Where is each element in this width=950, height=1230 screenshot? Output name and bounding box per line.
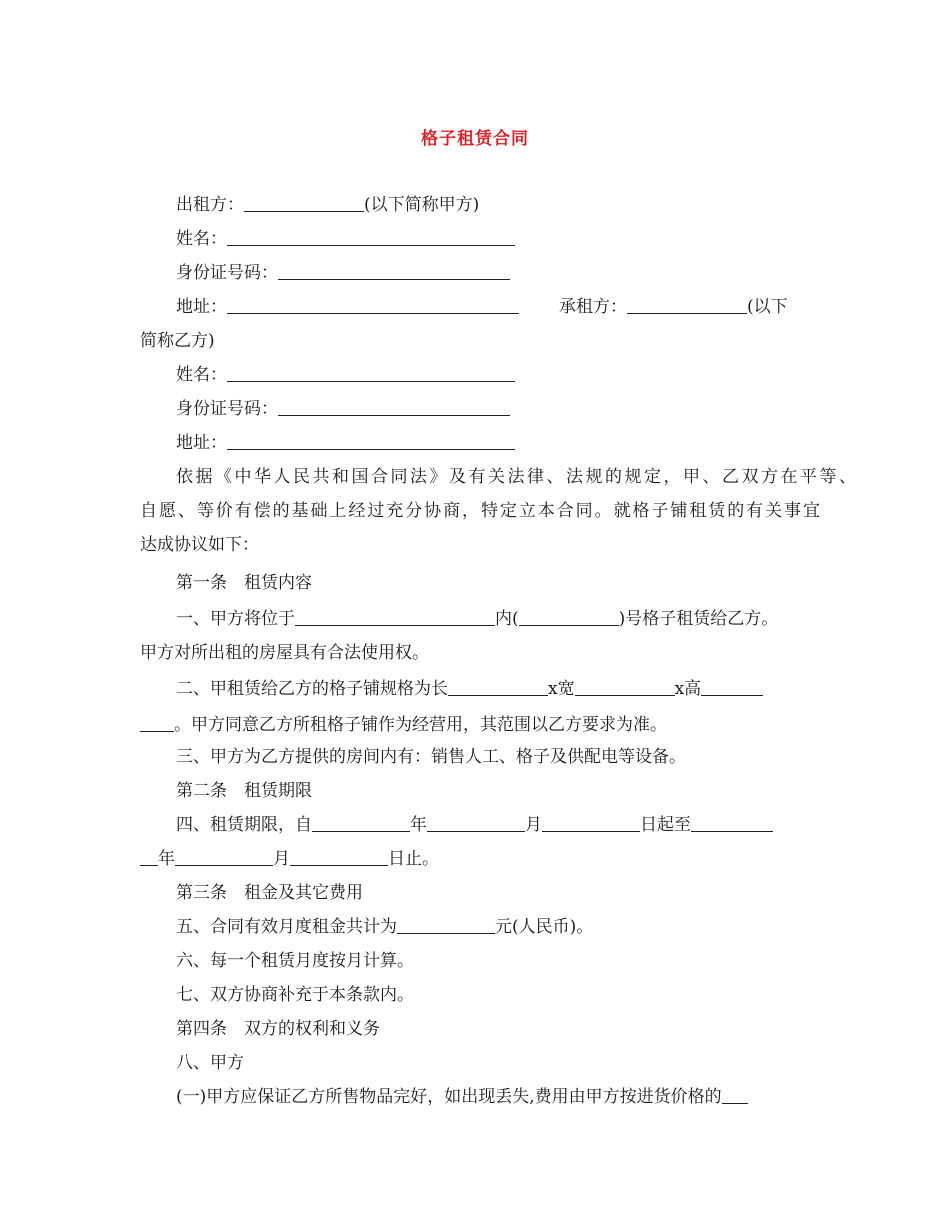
item-3-line: 三、甲方为乙方提供的房间内有：销售人工、格子及供配电等设备。 bbox=[176, 747, 686, 767]
start-year-blank[interactable] bbox=[312, 811, 410, 832]
party-b-id-blank[interactable] bbox=[278, 395, 510, 416]
party-b-name-label: 姓名： bbox=[176, 365, 227, 385]
item-7-line: 七、双方协商补充于本条款内。 bbox=[176, 985, 414, 1005]
item-4-text-a: 四、租赁期限，自 bbox=[176, 815, 312, 835]
article-2-heading: 第二条 租赁期限 bbox=[176, 781, 312, 801]
item-2-text-c: x高 bbox=[674, 679, 702, 699]
clause-1-line bbox=[140, 1080, 856, 1114]
article-4-heading: 第四条 双方的权利和义务 bbox=[176, 1019, 380, 1039]
party-b-address-label: 地址： bbox=[176, 433, 227, 453]
document-title: 格子租赁合同 bbox=[421, 129, 529, 149]
item-4-text-e: 年 bbox=[158, 849, 175, 869]
party-a-blank[interactable] bbox=[244, 191, 364, 212]
article-3-heading: 第三条 租金及其它费用 bbox=[176, 883, 363, 903]
party-a-name-line bbox=[140, 222, 856, 256]
item-1-number-blank[interactable] bbox=[519, 605, 619, 626]
item-4-text-c: 月 bbox=[525, 815, 542, 835]
item-4-line bbox=[140, 808, 856, 842]
party-b-id-line bbox=[140, 392, 856, 426]
item-1-text-b: 内( bbox=[495, 609, 519, 629]
item-1-line-2: 甲方对所出租的房屋具有合法使用权。 bbox=[140, 643, 429, 663]
item-4-line-2 bbox=[140, 842, 820, 876]
end-day-blank[interactable] bbox=[290, 845, 388, 866]
item-2-text-a: 二、甲租赁给乙方的格子铺规格为长 bbox=[176, 679, 448, 699]
end-year-blank-cont[interactable] bbox=[140, 845, 158, 866]
party-a-address-blank[interactable] bbox=[227, 293, 519, 314]
party-b-name-blank[interactable] bbox=[227, 361, 515, 382]
party-b-address-line bbox=[140, 426, 856, 460]
clause-1-blank[interactable] bbox=[722, 1083, 748, 1104]
item-1-location-blank[interactable] bbox=[295, 605, 495, 626]
item-4-text-d: 日起至 bbox=[640, 815, 691, 835]
clause-1-text: (一)甲方应保证乙方所售物品完好，如出现丢失,费用由甲方按进货价格的 bbox=[176, 1087, 722, 1107]
item-5-text-a: 五、合同有效月度租金共计为 bbox=[176, 917, 397, 937]
item-2-length-blank[interactable] bbox=[448, 675, 548, 696]
intro-line-2: 自愿、等价有偿的基础上经过充分协商，特定立本合同。就格子铺租赁的有关事宜 bbox=[140, 501, 820, 521]
party-b-suffix-2: 简称乙方) bbox=[140, 331, 215, 351]
party-a-name-blank[interactable] bbox=[227, 225, 515, 246]
end-month-blank[interactable] bbox=[175, 845, 273, 866]
party-b-suffix-1: (以下 bbox=[747, 297, 788, 317]
item-2-text-b: x宽 bbox=[548, 679, 575, 699]
party-a-address-line bbox=[140, 290, 856, 324]
intro-line-3: 达成协议如下： bbox=[140, 535, 259, 555]
party-b-label: 承租方： bbox=[559, 297, 627, 317]
article-1-heading: 第一条 租赁内容 bbox=[176, 573, 312, 593]
item-4-text-b: 年 bbox=[410, 815, 427, 835]
party-b-name-line bbox=[140, 358, 856, 392]
party-b-address-blank[interactable] bbox=[227, 429, 515, 450]
item-1-text-a: 一、甲方将位于 bbox=[176, 609, 295, 629]
party-b-blank[interactable] bbox=[627, 293, 747, 314]
monthly-rent-blank[interactable] bbox=[397, 913, 495, 934]
party-b-id-label: 身份证号码： bbox=[176, 399, 278, 419]
party-a-suffix: (以下简称甲方) bbox=[364, 195, 480, 215]
item-6-line: 六、每一个租赁月度按月计算。 bbox=[176, 951, 414, 971]
item-2-text-d: 。甲方同意乙方所租格子铺作为经营用，其范围以乙方要求为准。 bbox=[174, 715, 667, 735]
item-1-text-c: )号格子租赁给乙方。 bbox=[618, 609, 779, 629]
party-a-address-label: 地址： bbox=[176, 297, 227, 317]
intro-line-1: 依据《中华人民共和国合同法》及有关法律、法规的规定，甲、乙双方在平等、 bbox=[176, 467, 856, 487]
item-2-line-2 bbox=[140, 708, 820, 742]
item-2-height-blank[interactable] bbox=[701, 675, 763, 696]
item-2-width-blank[interactable] bbox=[575, 675, 675, 696]
item-5-line bbox=[140, 910, 856, 944]
party-a-label: 出租方： bbox=[176, 195, 244, 215]
item-1-line bbox=[140, 602, 856, 636]
item-2-line bbox=[140, 672, 856, 706]
start-month-blank[interactable] bbox=[427, 811, 525, 832]
item-8-line: 八、甲方 bbox=[176, 1053, 244, 1073]
party-a-id-blank[interactable] bbox=[278, 259, 510, 280]
party-b-suffix-line bbox=[140, 324, 820, 358]
item-2-height-blank-cont[interactable] bbox=[140, 711, 174, 732]
party-a-id-label: 身份证号码： bbox=[176, 263, 278, 283]
start-day-blank[interactable] bbox=[542, 811, 640, 832]
party-a-id-line bbox=[140, 256, 856, 290]
party-a-name-label: 姓名： bbox=[176, 229, 227, 249]
end-year-blank[interactable] bbox=[691, 811, 773, 832]
item-4-text-f: 月 bbox=[273, 849, 290, 869]
party-a-line bbox=[140, 188, 856, 222]
item-4-text-g: 日止。 bbox=[388, 849, 439, 869]
item-5-text-b: 元(人民币)。 bbox=[495, 917, 594, 937]
